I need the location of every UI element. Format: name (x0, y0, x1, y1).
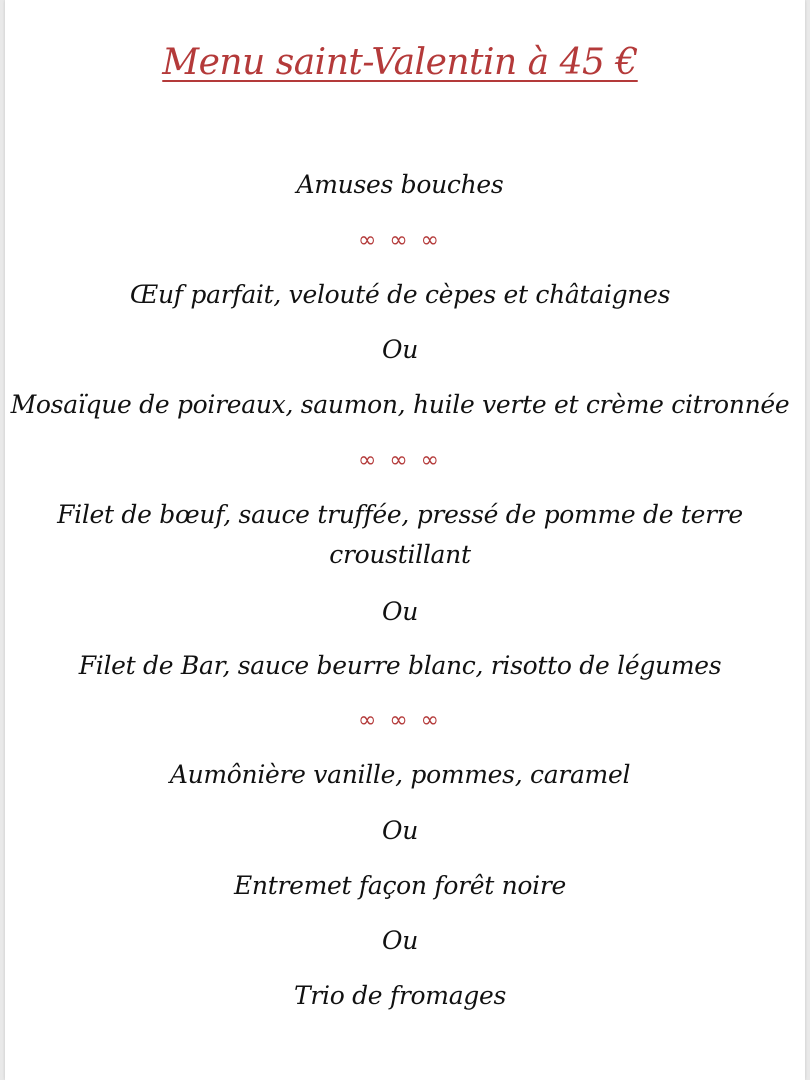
dessert-option-3: Trio de fromages (293, 981, 507, 1010)
amuse-bouche-line: Amuses bouches (296, 170, 504, 199)
entree-option-1: Œuf parfait, velouté de cèpes et châtaignes (129, 280, 671, 309)
entree-option-2: Mosaïque de poireaux, saumon, huile verte et crème citronnée (10, 390, 790, 419)
menu-title: Menu saint-Valentin à 45 € (162, 42, 638, 83)
separator-ornament: ∞ ∞ ∞ (358, 448, 442, 473)
or-label: Ou (382, 335, 418, 364)
or-label: Ou (382, 597, 418, 626)
main-option-1: Filet de bœuf, sauce truffée, pressé de pomme de terre (57, 500, 743, 529)
main-option-2: Filet de Bar, sauce beurre blanc, risotto de légumes (78, 651, 722, 680)
separator-ornament: ∞ ∞ ∞ (358, 708, 442, 733)
or-label: Ou (382, 926, 418, 955)
dessert-option-2: Entremet façon forêt noire (233, 871, 567, 900)
dessert-option-1: Aumônière vanille, pommes, caramel (169, 760, 631, 789)
or-label: Ou (382, 816, 418, 845)
separator-ornament: ∞ ∞ ∞ (358, 228, 442, 253)
main-option-1-continued: croustillant (329, 540, 471, 569)
